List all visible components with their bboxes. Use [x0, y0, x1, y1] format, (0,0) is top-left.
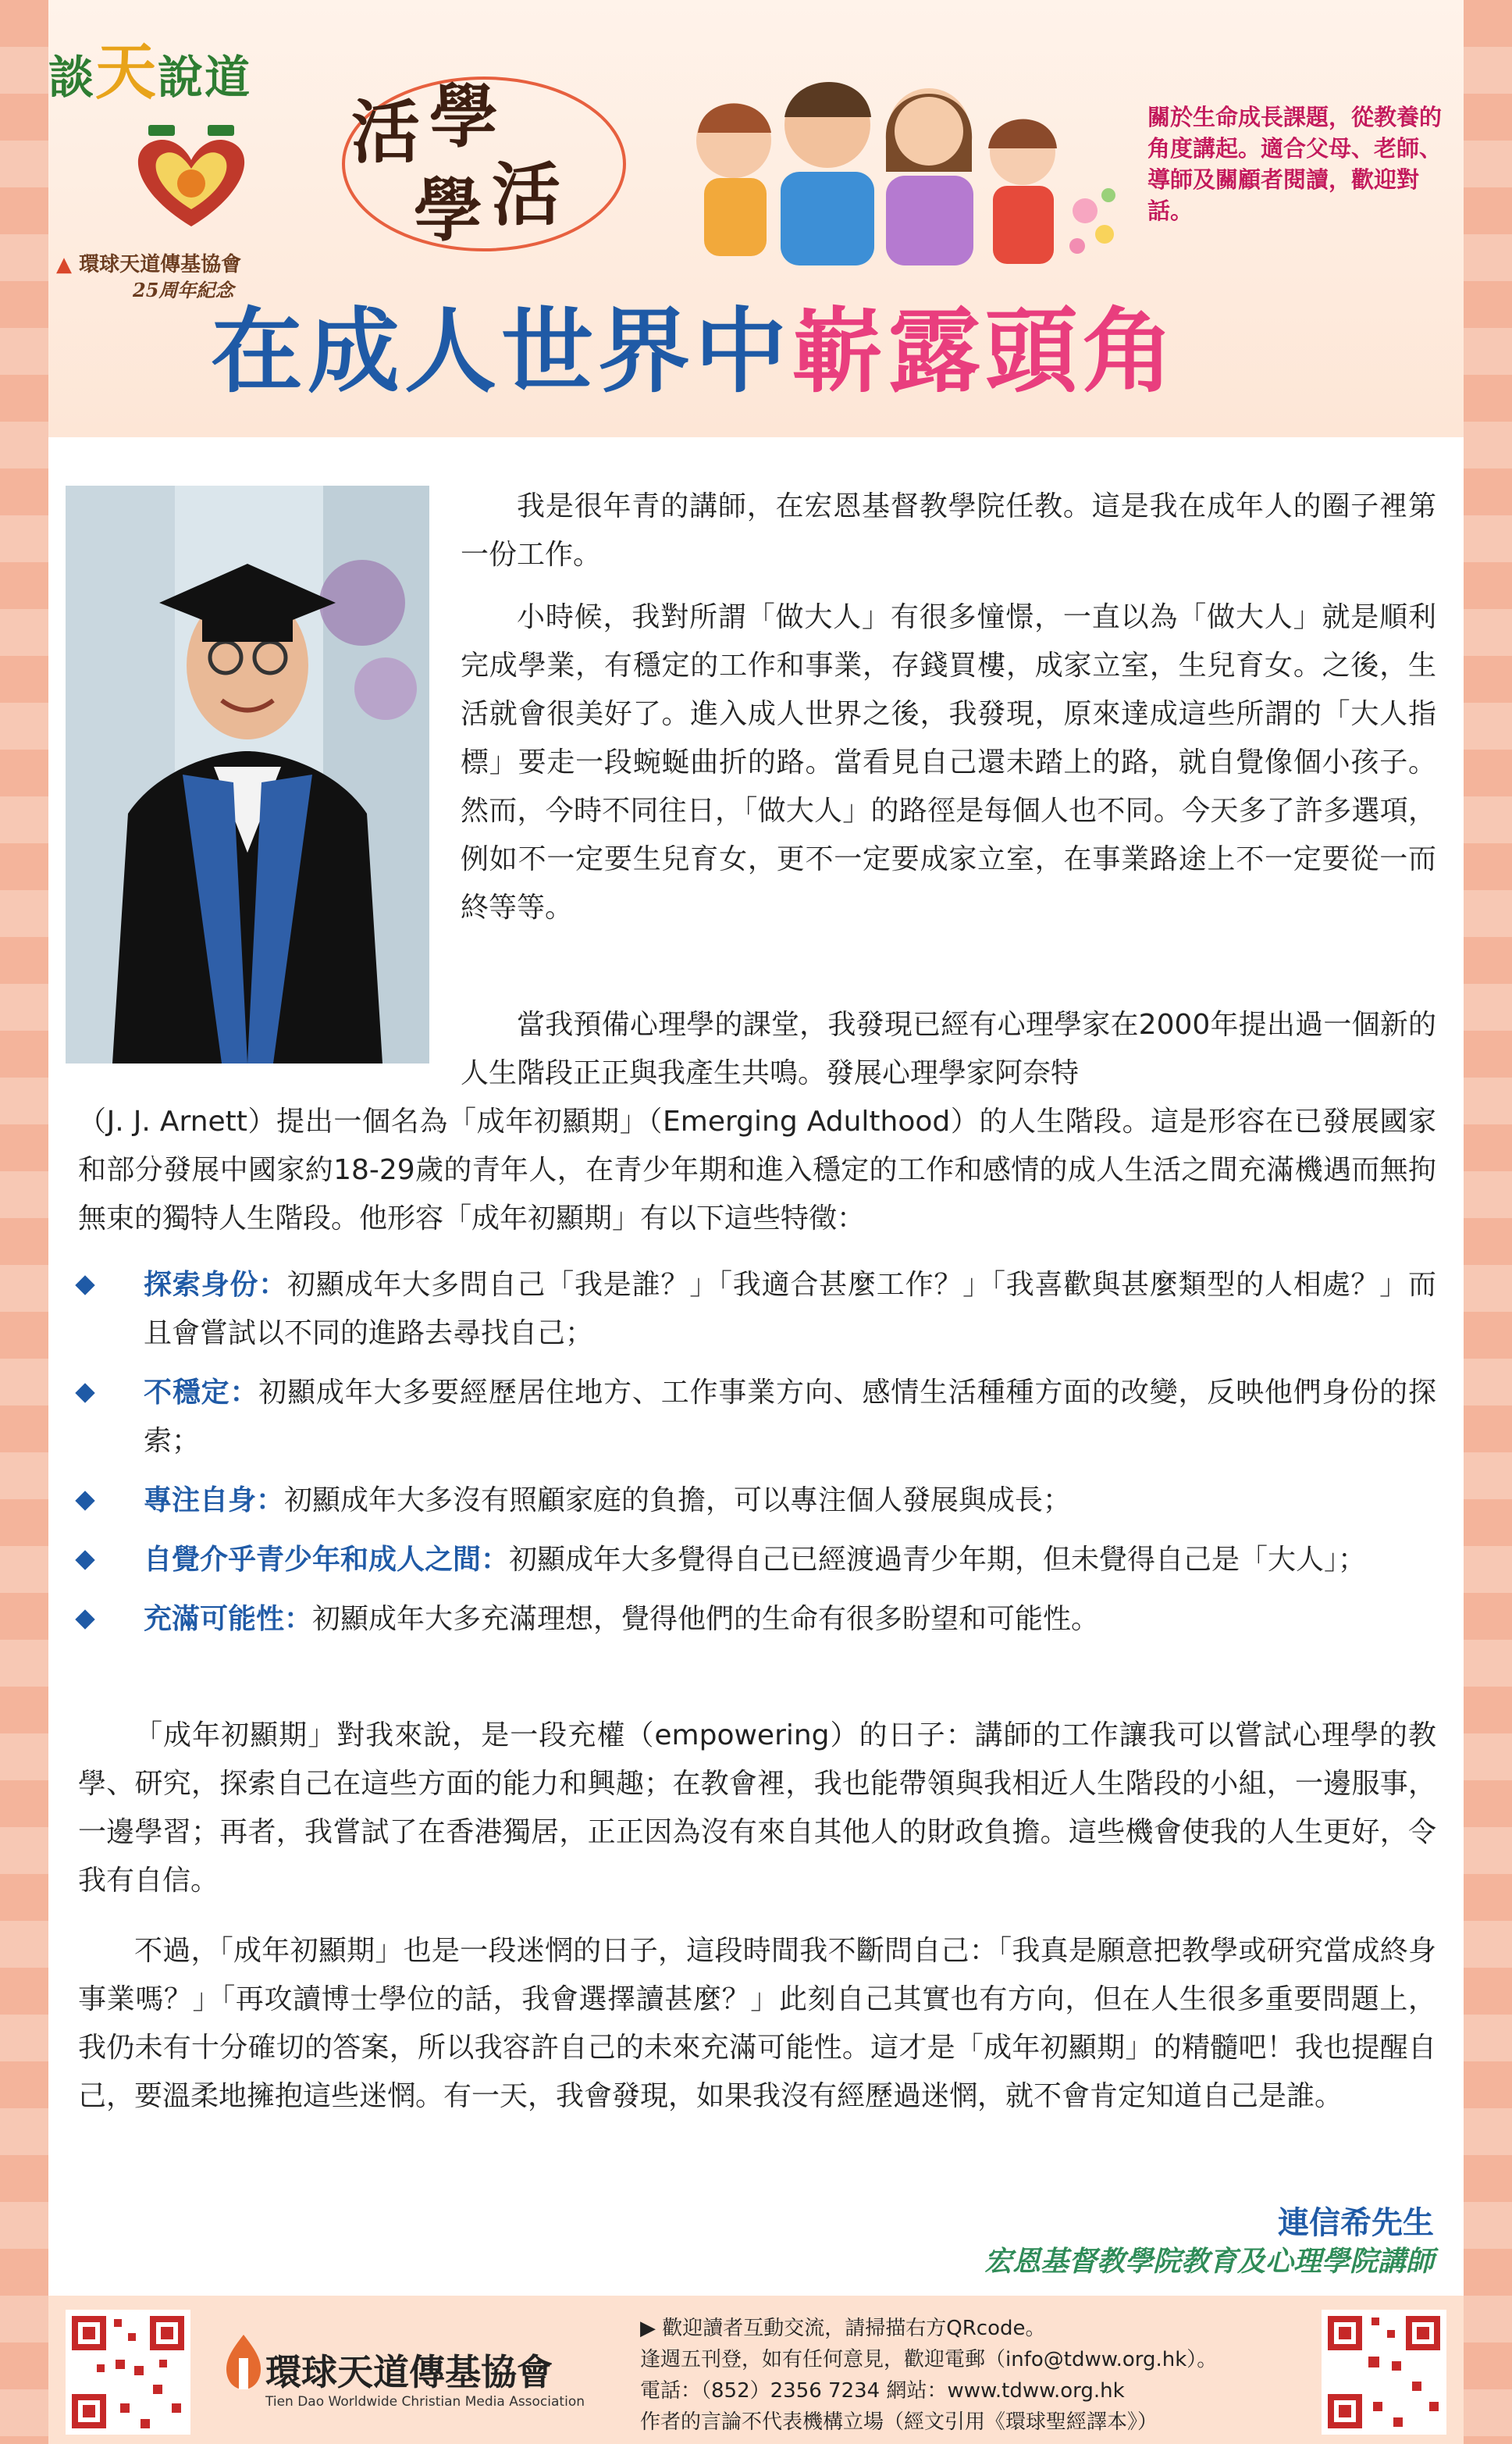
author-name: 連信希先生: [1278, 2205, 1434, 2241]
paragraph-3a: 當我預備心理學的課堂，我發現已經有心理學家在2000年提出過一個新的人生階段正正與我產生共鳴。發展心理學家阿奈特: [461, 1009, 1436, 1089]
diamond-bullet-icon: [75, 1491, 94, 1510]
org-name-text: 環球天道傳基協會: [79, 253, 242, 276]
bullet-term: 探索身份：: [144, 1269, 287, 1301]
logo-char-3: 說: [158, 51, 205, 104]
column-title-char-2: 學: [429, 76, 499, 157]
column-title-char-1: 活: [351, 91, 421, 173]
author-role: 宏恩基督教學院教育及心理學院講師: [984, 2245, 1434, 2278]
org-name-small: [56, 248, 241, 277]
column-intro: 關於生命成長課題，從教養的角度講起。適合父母、老師、導師及關顧者閱讀，歡迎對話。: [1147, 104, 1443, 224]
main-title-pink: 嶄露頭角: [792, 297, 1179, 405]
right-stripe: [1464, 0, 1512, 2444]
anniversary-label: 25周年紀念: [133, 279, 234, 301]
column-title: [328, 55, 640, 265]
diamond-bullet-icon: [75, 1609, 94, 1629]
logo-char-1: 談: [48, 51, 96, 104]
list-item: [78, 1595, 1436, 1644]
footer-org-name: 環球天道傳基協會: [265, 2351, 553, 2393]
column-logo-title: [48, 23, 251, 111]
footer-line-1: ▶ 歡迎讀者互動交流，請掃描右方QRcode。: [640, 2317, 1046, 2340]
qr-code-left[interactable]: [66, 2310, 190, 2435]
mother-figure: [886, 88, 973, 265]
paragraph-3b: （J. J. Arnett）提出一個名為「成年初顯期」（Emerging Adulthood）的人生階段。這是形容在已發展國家和部分發展中國家約18-29歲的青年人，在青少年期和進入穩定的工作和感情的成人生活之間充滿機遇而無拘無束的獨特人生階段。他形容「成年初顯期」有以下這些特徵：: [78, 1106, 1436, 1234]
paragraph-1: 我是很年青的講師，在宏恩基督教學院任教。這是我在成年人的圈子裡第一份工作。: [461, 490, 1436, 571]
family-illustration: [687, 47, 1124, 265]
diamond-bullet-icon: [75, 1550, 94, 1569]
org-flame-logo-icon: [226, 2335, 261, 2389]
bullet-text: 初顯成年大多充滿理想，覺得他們的生命有很多盼望和可能性。: [312, 1603, 1100, 1635]
main-title-blue: 在成人世界中: [211, 297, 792, 405]
footer-org-name-en: Tien Dao Worldwide Christian Media Association: [265, 2394, 585, 2410]
bullet-term: 自覺介乎青少年和成人之間：: [144, 1544, 510, 1576]
left-stripe: [0, 0, 48, 2444]
bullet-text: 初顯成年大多沒有照顧家庭的負擔，可以專注個人發展與成長；: [284, 1484, 1072, 1516]
list-item: [78, 1261, 1436, 1358]
logo-char-4: 道: [205, 51, 252, 104]
footer-line-2: 逢週五刊登，如有任何意見，歡迎電郵（info@tdww.org.hk）。: [640, 2348, 1218, 2371]
bullet-term: 充滿可能性：: [144, 1603, 313, 1635]
bullet-text: 初顯成年大多覺得自己已經渡過青少年期，但未覺得自己是「大人」；: [509, 1544, 1367, 1576]
qr-code-right[interactable]: [1322, 2310, 1446, 2435]
child-left-figure: [696, 103, 771, 256]
diamond-bullet-icon: [75, 1383, 94, 1402]
father-figure: [781, 82, 874, 265]
author-graduation-photo: [66, 486, 429, 1063]
list-item: [78, 1477, 1436, 1525]
child-right-figure: [988, 119, 1057, 265]
bullet-term: 專注自身：: [144, 1484, 285, 1516]
bullet-term: 不穩定：: [144, 1377, 259, 1409]
column-title-char-4: 活: [492, 154, 561, 235]
list-item: [78, 1369, 1436, 1466]
logo-char-2: 天: [95, 37, 158, 108]
anniversary-heart-logo: [117, 117, 265, 234]
column-title-char-3: 學: [414, 169, 483, 251]
main-title: [211, 297, 1304, 406]
paragraph-2: 小時候，我對所謂「做大人」有很多憧憬，一直以為「做大人」就是順利完成學業，有穩定的工作和事業，存錢買樓，成家立室，生兒育女。之後，生活就會很美好了。進入成人世界之後，我發現，原來達成這些所謂的「大人指標」要走一段蜿蜒曲折的路。當看見自己還未踏上的路，就自覺像個小孩子。然而，今時不同往日，「做大人」的路徑是每個人也不同。今天多了許多選項，例如不一定要生兒育女，更不一定要成家立室，在事業路途上不一定要從一而終等等。: [461, 601, 1436, 924]
paragraph-4: 「成年初顯期」對我來說，是一段充權（empowering）的日子：講師的工作讓我可以嘗試心理學的教學、研究，探索自己在這些方面的能力和興趣；在教會裡，我也能帶領與我相近人生階段的小組，一邊服事，一邊學習；再者，我嘗試了在香港獨居，正正因為沒有來自其他人的財政負擔。這些機會使我的人生更好，令我有自信。: [78, 1719, 1436, 1897]
bullet-text: 初顯成年大多要經歷居住地方、工作事業方向、感情生活種種方面的改變，反映他們身份的探索；: [144, 1377, 1436, 1457]
footer-line-4: 作者的言論不代表機構立場（經文引用《環球聖經譯本》）: [640, 2410, 1158, 2434]
footer-line-3: 電話：（852）2356 7234 網站：www.tdww.org.hk: [640, 2379, 1125, 2403]
bullet-text: 初顯成年大多問自己「我是誰？」「我適合甚麼工作？」「我喜歡與甚麼類型的人相處？」而且會嘗試以不同的進路去尋找自己；: [144, 1269, 1436, 1349]
org-flame-icon: ▲: [56, 253, 72, 276]
list-item: [78, 1536, 1436, 1584]
footer-contact-info: [640, 2313, 1311, 2438]
diamond-bullet-icon: [75, 1275, 94, 1295]
characteristics-list: [78, 1261, 1436, 1655]
flowers-decoration: [1069, 188, 1115, 254]
paragraph-5: 不過，「成年初顯期」也是一段迷惘的日子，這段時間我不斷問自己：「我真是願意把教學或研究當成終身事業嗎？」「再攻讀博士學位的話，我會選擇讀甚麼？」此刻自己其實也有方向，但在人生很多重要問題上，我仍未有十分確切的答案，所以我容許自己的未來充滿可能性。這才是「成年初顯期」的精髓吧！我也提醒自己，要溫柔地擁抱這些迷惘。有一天，我會發現，如果我沒有經歷過迷惘，就不會肯定知道自己是誰。: [78, 1935, 1436, 2112]
